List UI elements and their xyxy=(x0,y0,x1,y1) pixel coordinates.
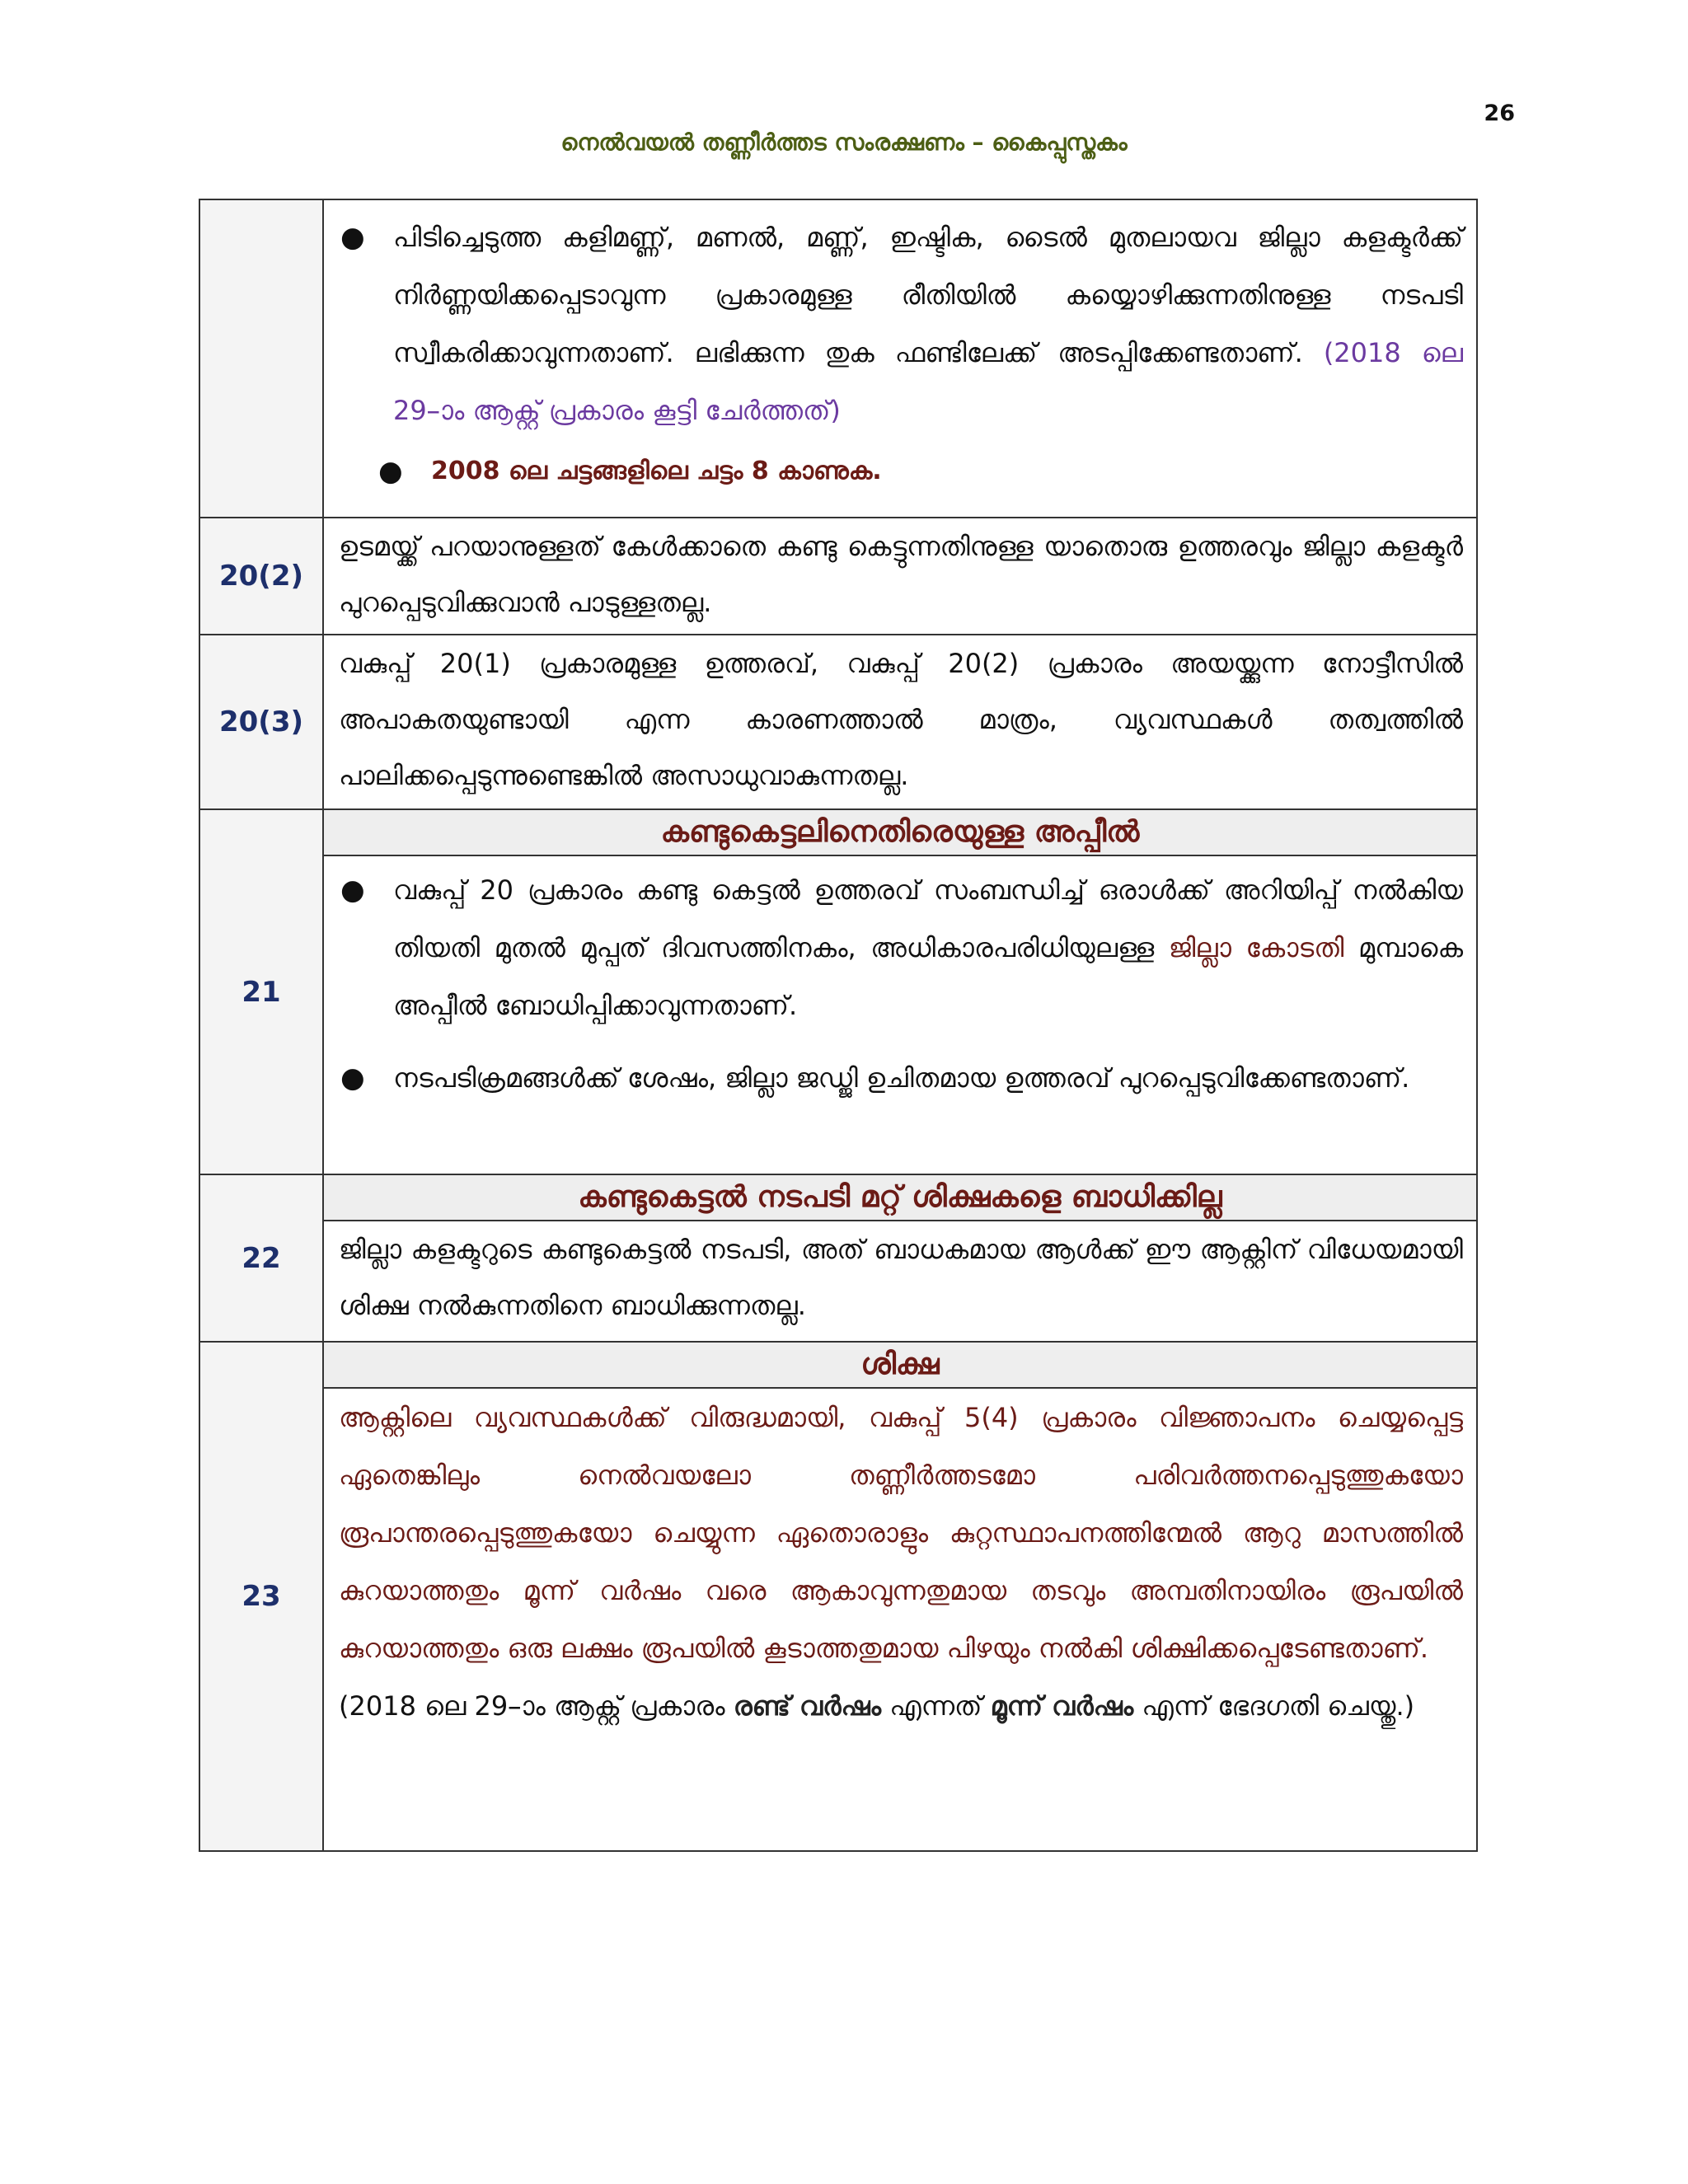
old-term: രണ്ട് വർഷം xyxy=(733,1690,882,1722)
list-item xyxy=(324,209,1476,439)
section-body xyxy=(323,518,1477,635)
rule-reference: 2008 ലെ ചട്ടങ്ങളിലെ ചട്ടം 8 കാണുക. xyxy=(431,457,882,485)
bullet-icon: ● xyxy=(378,455,403,488)
section-text: ഉടമയ്ക്ക് പറയാനുള്ളത് കേൾക്കാതെ കണ്ടു കെട്ടുന്നതിനുള്ള യാതൊരു ഉത്തരവും ജില്ലാ കളക്ടർ പുറപ്പെടുവിക്കുവാൻ പാടുള്ളതല്ല. xyxy=(339,531,1463,618)
bullet-text: വകുപ്പ് 20 പ്രകാരം കണ്ടു കെട്ടൽ ഉത്തരവ് സംബന്ധിച്ച് ഒരാൾക്ക് അറിയിപ്പ് നൽകിയ തിയതി മുതൽ മുപ്പത് ദിവസത്തിനകം, അധികാരപരിധിയുലള്ള xyxy=(393,874,1463,963)
bullet-text: പിടിച്ചെടുത്ത കളിമണ്ണ്, മണൽ, മണ്ണ്, ഇഷ്ടിക, ടൈൽ മുതലായവ ജില്ലാ കളക്ടർക്ക് നിർണ്ണയിക്കപ്പെടാവുന്ന പ്രകാരമുള്ള രീതിയിൽ കയ്യൊഴിക്കുന്നതിനുള്ള നടപടി സ്വീകരിക്കാവുന്നതാണ്. ലഭിക്കുന്ന തുക ഫണ്ടിലേക്ക് അടപ്പിക്കേണ്ടതാണ്. xyxy=(393,222,1463,368)
section-body xyxy=(323,809,1477,1174)
amendment-note: (2018 ലെ 29–ാം ആക്റ്റ് പ്രകാരം രണ്ട് വർഷം എന്നത് മൂന്ന് വർഷം എന്ന് ഭേദഗതി ചെയ്തു.) xyxy=(339,1690,1415,1722)
section-number xyxy=(199,199,323,518)
section-number: 23 xyxy=(199,1342,323,1851)
bullet-text: നടപടിക്രമങ്ങൾക്ക് ശേഷം, ജില്ലാ ജഡ്ജി ഉചിതമായ ഉത്തരവ് പുറപ്പെടുവിക്കേണ്ടതാണ്. xyxy=(393,1062,1410,1094)
section-title: ശിക്ഷ xyxy=(324,1343,1476,1389)
section-body xyxy=(323,1174,1477,1342)
section-body xyxy=(323,635,1477,809)
section-text: വകുപ്പ് 20(1) പ്രകാരമുള്ള ഉത്തരവ്, വകുപ്പ് 20(2) പ്രകാരം അയയ്ക്കുന്ന നോട്ടീസിൽ അപാകതയുണ്ടായി എന്ന കാരണത്താൽ മാത്രം, വ്യവസ്ഥകൾ തത്വത്തിൽ പാലിക്കപ്പെടുന്നുണ്ടെങ്കിൽ അസാധുവാകുന്നതല്ല. xyxy=(339,648,1463,791)
section-title: കണ്ടുകെട്ടലിനെതിരെയുള്ള അപ്പീൽ xyxy=(324,810,1476,856)
list-item xyxy=(324,443,1476,500)
section-number: 21 xyxy=(199,809,323,1174)
bullet-icon: ● xyxy=(340,1062,365,1094)
table-row xyxy=(199,199,1477,518)
sections-table xyxy=(199,199,1478,1852)
table-row xyxy=(199,1342,1477,1851)
bullet-icon: ● xyxy=(340,874,365,907)
table-row xyxy=(199,809,1477,1174)
section-number: 20(3) xyxy=(199,635,323,809)
section-number: 22 xyxy=(199,1174,323,1342)
list-item xyxy=(324,861,1476,1034)
table-row xyxy=(199,518,1477,635)
page-number: 26 xyxy=(1484,101,1515,126)
section-title: കണ്ടുകെട്ടൽ നടപടി മറ്റ് ശിക്ഷകളെ ബാധിക്കില്ല xyxy=(324,1175,1476,1221)
table-row xyxy=(199,635,1477,809)
section-body xyxy=(323,1342,1477,1851)
highlight-court: ജില്ലാ കോടതി xyxy=(1168,932,1344,963)
section-text: ജില്ലാ കളക്ടറുടെ കണ്ടുകെട്ടൽ നടപടി, അത് ബാധകമായ ആൾക്ക് ഈ ആക്റ്റിന് വിധേയമായി ശിക്ഷ നൽകുന്നതിനെ ബാധിക്കുന്നതല്ല. xyxy=(339,1234,1463,1321)
list-item xyxy=(324,1049,1476,1107)
amendment-note: (2018 ലെ 29–ാം ആക്റ്റ് പ്രകാരം കൂട്ടി ചേർത്തത്) xyxy=(393,337,1463,426)
new-term: മൂന്ന് വർഷം xyxy=(990,1690,1134,1722)
section-number: 20(2) xyxy=(199,518,323,635)
running-header: നെൽവയൽ തണ്ണീർത്തട സംരക്ഷണം – കൈപ്പുസ്തകം xyxy=(560,129,1128,156)
bullet-icon: ● xyxy=(340,221,365,254)
bullet-text: മുമ്പാകെ അപ്പീൽ ബോധിപ്പിക്കാവുന്നതാണ്. xyxy=(393,932,1463,1021)
section-body xyxy=(323,199,1477,518)
table-row xyxy=(199,1174,1477,1342)
section-text: ആക്റ്റിലെ വ്യവസ്ഥകൾക്ക് വിരുദ്ധമായി, വകുപ്പ് 5(4) പ്രകാരം വിജ്ഞാപനം ചെയ്യപ്പെട്ട ഏതെങ്കിലും നെൽവയലോ തണ്ണീർത്തടമോ പരിവർത്തനപ്പെടുത്തുകയോ രൂപാന്തരപ്പെടുത്തുകയോ ചെയ്യുന്ന ഏതൊരാളും കുറ്റസ്ഥാപനത്തിന്മേൽ ആറു മാസത്തിൽ കുറയാത്തതും മൂന്ന് വർഷം വരെ ആകാവുന്നതുമായ തടവും അമ്പതിനായിരം രൂപയിൽ കുറയാത്തതും ഒരു ലക്ഷം രൂപയിൽ കൂടാത്തതുമായ പിഴയും നൽകി ശിക്ഷിക്കപ്പെടേണ്ടതാണ്. xyxy=(339,1402,1463,1664)
